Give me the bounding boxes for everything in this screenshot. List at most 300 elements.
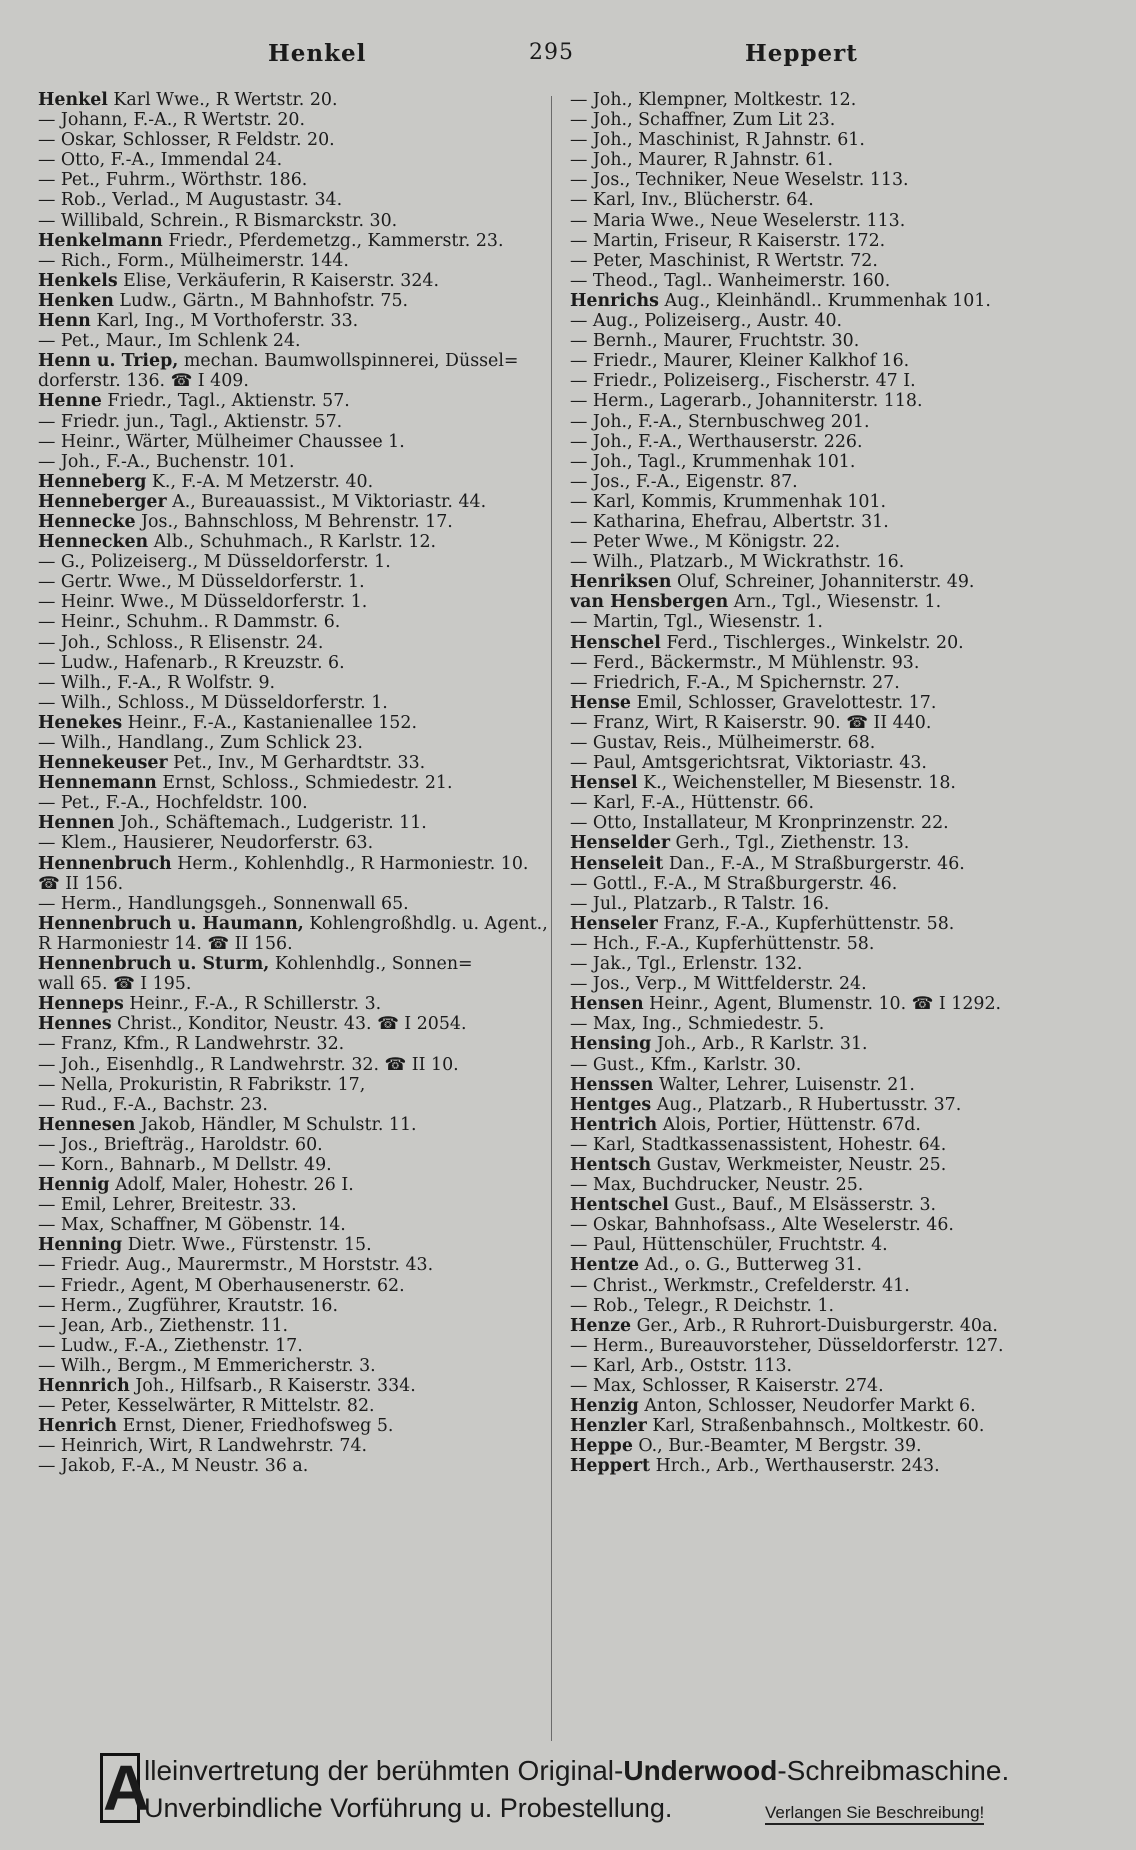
directory-entry bbox=[38, 532, 558, 552]
entry-details: Ger., Arb., R Ruhrort-Duisburgerstr. 40a. bbox=[631, 1315, 998, 1336]
directory-entry bbox=[38, 512, 558, 532]
directory-entry bbox=[38, 1135, 558, 1155]
entry-details: Heinr., F.-A., Kastanienallee 152. bbox=[122, 712, 417, 733]
directory-entry bbox=[38, 572, 558, 592]
ad-line-2: Unverbindliche Vorführung u. Probestellung. bbox=[144, 1793, 673, 1823]
directory-entry bbox=[570, 331, 1110, 351]
entry-details: — Friedr., Polizeiserg., Fischerstr. 47 I. bbox=[570, 371, 916, 392]
entry-details: O., Bur.-Beamter, M Bergstr. 39. bbox=[632, 1436, 922, 1457]
header-right-keyword: Heppert bbox=[745, 40, 858, 67]
column-divider bbox=[551, 96, 552, 1741]
directory-entry bbox=[38, 211, 558, 231]
entry-details: — Nella, Prokuristin, R Fabrikstr. 17, bbox=[38, 1074, 366, 1095]
entry-surname: Hennig bbox=[38, 1175, 110, 1196]
entry-details: — Heinrich, Wirt, R Landwehrstr. 74. bbox=[38, 1436, 368, 1457]
entry-details: Karl, Ing., M Vorthoferstr. 33. bbox=[90, 311, 359, 332]
directory-entry bbox=[570, 351, 1110, 371]
entry-details: — Herm., Zugführer, Krautstr. 16. bbox=[38, 1295, 338, 1316]
directory-entry bbox=[38, 653, 558, 673]
entry-details: Jakob, Händler, M Schulstr. 11. bbox=[135, 1114, 417, 1135]
entry-surname: Hentrich bbox=[570, 1114, 658, 1135]
entry-surname: Henseler bbox=[570, 913, 658, 934]
ad-line-3: Verlangen Sie Beschreibung! bbox=[765, 1803, 984, 1825]
directory-entry bbox=[38, 331, 558, 351]
entry-details: — Johann, F.-A., R Wertstr. 20. bbox=[38, 110, 305, 131]
entry-surname: Henneberg bbox=[38, 471, 147, 492]
entry-details: — Max, Schaffner, M Göbenstr. 14. bbox=[38, 1215, 346, 1236]
entry-surname: Heppert bbox=[570, 1456, 651, 1477]
entry-details: — Oskar, Bahnhofsass., Alte Weselerstr. 46. bbox=[570, 1215, 954, 1236]
directory-entry bbox=[570, 854, 1110, 874]
directory-entry bbox=[570, 1456, 1110, 1476]
directory-entry bbox=[38, 110, 558, 130]
entry-surname: Hennecke bbox=[38, 511, 136, 532]
entry-surname: Henn bbox=[38, 311, 91, 332]
entry-surname: Henrichs bbox=[570, 290, 659, 311]
directory-entry bbox=[570, 1195, 1110, 1215]
ad-line-1-a: lleinvertretung der berühmten Original- bbox=[144, 1755, 624, 1786]
entry-details: — Friedr., Agent, M Oberhausenerstr. 62. bbox=[38, 1275, 405, 1296]
directory-entry bbox=[570, 592, 1110, 612]
entry-surname: Henkel bbox=[38, 90, 108, 110]
directory-entry bbox=[38, 673, 558, 693]
entry-details: — Wilh., F.-A., R Wolfstr. 9. bbox=[38, 672, 276, 693]
entry-details: — Wilh., Handlang., Zum Schlick 23. bbox=[38, 733, 363, 753]
directory-entry bbox=[570, 1055, 1110, 1075]
entry-details: — Joh., F.-A., Buchenstr. 101. bbox=[38, 451, 295, 472]
directory-entry bbox=[570, 753, 1110, 773]
directory-entry bbox=[570, 291, 1110, 311]
entry-surname: Hennemann bbox=[38, 773, 157, 794]
directory-entry bbox=[38, 1276, 558, 1296]
entry-details: — Karl, Kommis, Krummenhak 101. bbox=[570, 491, 887, 512]
directory-entry bbox=[38, 1456, 558, 1476]
entry-details: — Willibald, Schrein., R Bismarckstr. 30. bbox=[38, 210, 398, 231]
entry-surname: Henkels bbox=[38, 270, 118, 291]
entry-details: — Peter, Maschinist, R Wertstr. 72. bbox=[570, 250, 878, 271]
entry-details: — Hch., F.-A., Kupferhüttenstr. 58. bbox=[570, 933, 875, 954]
directory-entry bbox=[570, 231, 1110, 251]
directory-entry bbox=[38, 1416, 558, 1436]
entry-details: — Aug., Polizeiserg., Austr. 40. bbox=[570, 311, 843, 332]
entry-details: — Franz, Kfm., R Landwehrstr. 32. bbox=[38, 1034, 345, 1055]
directory-entry bbox=[38, 391, 558, 411]
directory-entry bbox=[570, 1095, 1110, 1115]
directory-entry bbox=[38, 592, 558, 612]
directory-entry bbox=[38, 1155, 558, 1175]
directory-entry bbox=[570, 271, 1110, 291]
entry-surname: Hennecken bbox=[38, 532, 149, 553]
entry-details: — Friedr., Maurer, Kleiner Kalkhof 16. bbox=[570, 351, 910, 372]
directory-entry bbox=[38, 1055, 558, 1075]
entry-surname: Henne bbox=[38, 391, 102, 412]
directory-entry bbox=[38, 251, 558, 271]
entry-details: — Wilh., Bergm., M Emmericherstr. 3. bbox=[38, 1355, 376, 1376]
directory-entry bbox=[570, 874, 1110, 894]
entry-details: — Jak., Tgl., Erlenstr. 132. bbox=[570, 954, 803, 975]
entry-details: K., Weichensteller, M Biesenstr. 18. bbox=[637, 773, 956, 794]
directory-entry bbox=[38, 994, 558, 1014]
entry-details: — Katharina, Ehefrau, Albertstr. 31. bbox=[570, 511, 889, 532]
directory-entry bbox=[38, 1356, 558, 1376]
entry-details: — Peter Wwe., M Königstr. 22. bbox=[570, 532, 841, 553]
directory-entry bbox=[570, 633, 1110, 653]
directory-entry bbox=[38, 833, 558, 853]
directory-entry bbox=[570, 391, 1110, 411]
entry-surname: Hennekeuser bbox=[38, 753, 168, 774]
directory-entry bbox=[570, 1376, 1110, 1396]
entry-details: — Ludw., Hafenarb., R Kreuzstr. 6. bbox=[38, 652, 345, 673]
directory-entry bbox=[570, 1296, 1110, 1316]
entry-details: — Ferd., Bäckermstr., M Mühlenstr. 93. bbox=[570, 652, 920, 673]
directory-entry bbox=[38, 311, 558, 331]
entry-details: K., F.-A. M Metzerstr. 40. bbox=[146, 471, 374, 492]
entry-details: R Harmoniestr 14. ☎ II 156. bbox=[38, 933, 293, 954]
directory-entry bbox=[570, 1135, 1110, 1155]
directory-entry bbox=[38, 1436, 558, 1456]
entry-details: Christ., Konditor, Neustr. 43. ☎ I 2054. bbox=[111, 1014, 467, 1035]
ad-line-1-c: -Schreibmaschine. bbox=[777, 1755, 1010, 1786]
entry-details: — Joh., Eisenhdlg., R Landwehrstr. 32. ☎ II 10. bbox=[38, 1054, 459, 1075]
entry-surname: Hense bbox=[570, 692, 631, 713]
entry-surname: Hentze bbox=[570, 1255, 640, 1276]
entry-details: Ernst, Diener, Friedhofsweg 5. bbox=[117, 1416, 394, 1437]
entry-surname: Henselder bbox=[570, 833, 670, 854]
directory-entry bbox=[570, 552, 1110, 572]
directory-entry bbox=[38, 954, 558, 974]
entry-details: — G., Polizeiserg., M Düsseldorferstr. 1. bbox=[38, 552, 391, 573]
entry-details: mechan. Baumwollspinnerei, Düssel= bbox=[178, 351, 519, 372]
directory-entry bbox=[570, 170, 1110, 190]
entry-details: — Max, Schlosser, R Kaiserstr. 274. bbox=[570, 1376, 884, 1396]
entry-details: — Friedr. Aug., Maurermstr., M Horststr. 43. bbox=[38, 1255, 434, 1276]
entry-details: — Korn., Bahnarb., M Dellstr. 49. bbox=[38, 1154, 332, 1175]
entry-surname: Henrich bbox=[38, 1416, 118, 1437]
entry-surname: Henn u. Triep, bbox=[38, 351, 179, 372]
entry-surname: Heppe bbox=[570, 1436, 633, 1457]
directory-entry bbox=[570, 793, 1110, 813]
right-column bbox=[570, 90, 1110, 1476]
entry-details: — Joh., Schaffner, Zum Lit 23. bbox=[570, 110, 836, 131]
entry-details: — Maria Wwe., Neue Weselerstr. 113. bbox=[570, 210, 906, 231]
directory-entry bbox=[38, 633, 558, 653]
entry-details: Friedr., Pferdemetzg., Kammerstr. 23. bbox=[162, 230, 504, 251]
entry-surname: Henssen bbox=[570, 1074, 654, 1095]
entry-details: wall 65. ☎ I 195. bbox=[38, 974, 192, 995]
entry-details: Elise, Verkäuferin, R Kaiserstr. 324. bbox=[117, 270, 439, 291]
directory-entry bbox=[38, 793, 558, 813]
advertisement-footer bbox=[100, 1751, 1060, 1845]
directory-entry bbox=[38, 231, 558, 251]
entry-details: — Oskar, Schlosser, R Feldstr. 20. bbox=[38, 130, 335, 151]
entry-details: Emil, Schlosser, Gravelottestr. 17. bbox=[631, 692, 937, 713]
entry-details: — Pet., Fuhrm., Wörthstr. 186. bbox=[38, 170, 308, 191]
entry-details: — Wilh., Platzarb., M Wickrathstr. 16. bbox=[570, 552, 905, 573]
entry-details: — Jean, Arb., Ziethenstr. 11. bbox=[38, 1315, 289, 1336]
entry-details: — Ludw., F.-A., Ziethenstr. 17. bbox=[38, 1335, 303, 1356]
directory-entry bbox=[570, 914, 1110, 934]
directory-entry bbox=[570, 130, 1110, 150]
entry-details: — Rob., Verlad., M Augustastr. 34. bbox=[38, 190, 343, 211]
directory-entry bbox=[570, 713, 1110, 733]
entry-details: — Rud., F.-A., Bachstr. 23. bbox=[38, 1094, 268, 1115]
directory-entry bbox=[570, 512, 1110, 532]
directory-entry bbox=[570, 1276, 1110, 1296]
entry-details: dorferstr. 136. ☎ I 409. bbox=[38, 371, 249, 392]
directory-entry bbox=[570, 150, 1110, 170]
entry-details: — Joh., Maurer, R Jahnstr. 61. bbox=[570, 150, 833, 171]
directory-entry bbox=[38, 1336, 558, 1356]
directory-entry bbox=[570, 1356, 1110, 1376]
entry-details: Jos., Bahnschloss, M Behrenstr. 17. bbox=[135, 511, 453, 532]
entry-surname: Henzler bbox=[570, 1416, 647, 1437]
entry-details: — Joh., Tagl., Krummenhak 101. bbox=[570, 451, 856, 472]
entry-details: — Jakob, F.-A., M Neustr. 36 a. bbox=[38, 1456, 309, 1477]
entry-surname: Henneps bbox=[38, 994, 124, 1015]
directory-entry bbox=[38, 492, 558, 512]
entry-details: — Joh., F.-A., Werthauserstr. 226. bbox=[570, 431, 863, 452]
entry-surname: Henning bbox=[38, 1235, 123, 1256]
entry-details: Gust., Bauf., M Elsässerstr. 3. bbox=[668, 1195, 937, 1216]
directory-entry bbox=[570, 1255, 1110, 1275]
entry-details: — Pet., Maur., Im Schlenk 24. bbox=[38, 331, 301, 352]
directory-entry bbox=[570, 773, 1110, 793]
entry-details: Herm., Kohlenhdlg., R Harmoniestr. 10. bbox=[171, 853, 529, 874]
directory-entry bbox=[38, 1235, 558, 1255]
entry-details: — Karl, Arb., Oststr. 113. bbox=[570, 1355, 793, 1376]
entry-surname: Henseleit bbox=[570, 853, 664, 874]
directory-entry bbox=[38, 1396, 558, 1416]
entry-details: — Jos., Verp., M Wittfelderstr. 24. bbox=[570, 974, 867, 995]
directory-entry bbox=[570, 110, 1110, 130]
directory-entry bbox=[38, 974, 558, 994]
entry-details: — Rich., Form., Mülheimerstr. 144. bbox=[38, 250, 349, 271]
directory-entry bbox=[38, 1215, 558, 1235]
directory-entry bbox=[570, 211, 1110, 231]
entry-details: — Max, Ing., Schmiedestr. 5. bbox=[570, 1014, 825, 1035]
directory-entry bbox=[38, 894, 558, 914]
directory-entry bbox=[38, 612, 558, 632]
entry-details: Alois, Portier, Hüttenstr. 67d. bbox=[657, 1114, 921, 1135]
entry-details: — Max, Buchdrucker, Neustr. 25. bbox=[570, 1175, 864, 1196]
entry-details: Karl, Straßenbahnsch., Moltkestr. 60. bbox=[646, 1416, 985, 1437]
entry-surname: Hennenbruch u. Sturm, bbox=[38, 954, 270, 975]
directory-entry bbox=[570, 452, 1110, 472]
directory-entry bbox=[570, 974, 1110, 994]
left-column bbox=[38, 90, 558, 1476]
entry-details: — Joh., Schloss., R Elisenstr. 24. bbox=[38, 632, 324, 653]
entry-details: — Joh., F.-A., Sternbuschweg 201. bbox=[570, 411, 870, 432]
entry-details: Franz, F.-A., Kupferhüttenstr. 58. bbox=[657, 913, 955, 934]
entry-details: — Emil, Lehrer, Breitestr. 33. bbox=[38, 1195, 297, 1216]
directory-entry bbox=[38, 874, 558, 894]
directory-entry bbox=[38, 472, 558, 492]
entry-details: — Paul, Hüttenschüler, Fruchtstr. 4. bbox=[570, 1235, 888, 1256]
entry-details: Dietr. Wwe., Fürstenstr. 15. bbox=[122, 1235, 372, 1256]
entry-details: — Gustav, Reis., Mülheimerstr. 68. bbox=[570, 733, 876, 753]
directory-entry bbox=[570, 472, 1110, 492]
directory-entry bbox=[570, 994, 1110, 1014]
directory-entry bbox=[570, 90, 1110, 110]
entry-details: Gerh., Tgl., Ziethenstr. 13. bbox=[670, 833, 910, 854]
entry-surname: Henze bbox=[570, 1315, 632, 1336]
directory-entry bbox=[570, 572, 1110, 592]
directory-entry bbox=[38, 291, 558, 311]
directory-entry bbox=[38, 1296, 558, 1316]
directory-entry bbox=[38, 1175, 558, 1195]
directory-entry bbox=[570, 693, 1110, 713]
entry-details: Adolf, Maler, Hohestr. 26 I. bbox=[109, 1175, 354, 1196]
directory-entry bbox=[38, 351, 558, 371]
entry-surname: Hensel bbox=[570, 773, 638, 794]
entry-surname: Henriksen bbox=[570, 572, 672, 593]
entry-details: — Theod., Tagl.. Wanheimerstr. 160. bbox=[570, 270, 891, 291]
directory-entry bbox=[570, 371, 1110, 391]
entry-details: — Rob., Telegr., R Deichstr. 1. bbox=[570, 1295, 835, 1316]
directory-entry bbox=[570, 492, 1110, 512]
entry-surname: Henneberger bbox=[38, 491, 167, 512]
entry-details: Arn., Tgl., Wiesenstr. 1. bbox=[728, 592, 942, 613]
directory-entry bbox=[570, 1416, 1110, 1436]
directory-entry bbox=[38, 1376, 558, 1396]
entry-surname: Henekes bbox=[38, 712, 123, 733]
entry-details: — Herm., Lagerarb., Johanniterstr. 118. bbox=[570, 391, 923, 412]
entry-surname: Hennes bbox=[38, 1014, 112, 1035]
entry-details: Karl Wwe., R Wertstr. 20. bbox=[107, 90, 338, 110]
entry-details: — Friedr. jun., Tagl., Aktienstr. 57. bbox=[38, 411, 343, 432]
entry-details: Alb., Schuhmach., R Karlstr. 12. bbox=[148, 532, 437, 553]
directory-entry bbox=[570, 813, 1110, 833]
entry-surname: Henschel bbox=[570, 632, 661, 653]
entry-details: — Klem., Hausierer, Neudorferstr. 63. bbox=[38, 833, 374, 854]
entry-details: Ferd., Tischlerges., Winkelstr. 20. bbox=[660, 632, 964, 653]
entry-details: — Otto, Installateur, M Kronprinzenstr. 22. bbox=[570, 813, 949, 834]
entry-details: — Gottl., F.-A., M Straßburgerstr. 46. bbox=[570, 873, 898, 894]
entry-surname: Henken bbox=[38, 290, 114, 311]
directory-entry bbox=[38, 552, 558, 572]
directory-entry bbox=[570, 612, 1110, 632]
directory-entry bbox=[38, 813, 558, 833]
entry-details: — Friedrich, F.-A., M Spichernstr. 27. bbox=[570, 672, 900, 693]
directory-entry bbox=[570, 1396, 1110, 1416]
entry-surname: Hentschel bbox=[570, 1195, 669, 1216]
entry-details: Dan., F.-A., M Straßburgerstr. 46. bbox=[663, 853, 965, 874]
directory-entry bbox=[38, 1316, 558, 1336]
entry-surname: Hensen bbox=[570, 994, 644, 1015]
directory-entry bbox=[38, 773, 558, 793]
entry-details: Walter, Lehrer, Luisenstr. 21. bbox=[653, 1074, 915, 1095]
directory-entry bbox=[570, 1014, 1110, 1034]
directory-entry bbox=[570, 733, 1110, 753]
directory-entry bbox=[38, 90, 558, 110]
entry-surname: Hennen bbox=[38, 813, 115, 834]
directory-entry bbox=[570, 1155, 1110, 1175]
entry-details: Friedr., Tagl., Aktienstr. 57. bbox=[101, 391, 350, 412]
directory-entry bbox=[570, 1436, 1110, 1456]
directory-entry bbox=[38, 914, 558, 934]
entry-details: — Otto, F.-A., Immendal 24. bbox=[38, 150, 283, 171]
entry-details: — Paul, Amtsgerichtsrat, Viktoriastr. 43. bbox=[570, 753, 927, 774]
ad-line-1 bbox=[144, 1755, 1009, 1787]
entry-surname: Hentges bbox=[570, 1094, 652, 1115]
entry-details: ☎ II 156. bbox=[38, 873, 124, 894]
entry-details: Joh., Schäftemach., Ludgeristr. 11. bbox=[114, 813, 427, 834]
directory-entry bbox=[38, 371, 558, 391]
directory-entry bbox=[38, 432, 558, 452]
directory-entry bbox=[38, 1195, 558, 1215]
entry-details: — Jos., Briefträg., Haroldstr. 60. bbox=[38, 1134, 323, 1155]
entry-details: — Martin, Tgl., Wiesenstr. 1. bbox=[570, 612, 823, 633]
entry-surname: Henzig bbox=[570, 1396, 639, 1417]
directory-entry bbox=[570, 1215, 1110, 1235]
entry-details: — Herm., Bureauvorsteher, Düsseldorferstr. 127. bbox=[570, 1335, 1004, 1356]
entry-details: Ludw., Gärtn., M Bahnhofstr. 75. bbox=[113, 290, 409, 311]
entry-details: — Gertr. Wwe., M Düsseldorferstr. 1. bbox=[38, 572, 365, 593]
directory-entry bbox=[38, 130, 558, 150]
directory-entry bbox=[38, 190, 558, 210]
entry-details: — Jos., F.-A., Eigenstr. 87. bbox=[570, 471, 798, 492]
entry-details: Joh., Arb., R Karlstr. 31. bbox=[651, 1034, 868, 1055]
directory-entry bbox=[38, 733, 558, 753]
directory-entry bbox=[38, 412, 558, 432]
directory-entry bbox=[570, 251, 1110, 271]
entry-details: Ernst, Schloss., Schmiedestr. 21. bbox=[156, 773, 453, 794]
entry-details: — Wilh., Schloss., M Düsseldorferstr. 1. bbox=[38, 692, 388, 713]
directory-entry bbox=[570, 311, 1110, 331]
ad-brand: Underwood bbox=[623, 1755, 778, 1786]
directory-entry bbox=[38, 1014, 558, 1034]
entry-details: Joh., Hilfsarb., R Kaiserstr. 334. bbox=[129, 1376, 416, 1396]
entry-details: — Heinr. Wwe., M Düsseldorferstr. 1. bbox=[38, 592, 368, 613]
directory-entry bbox=[38, 1034, 558, 1054]
entry-details: — Karl, Stadtkassenassistent, Hohestr. 64. bbox=[570, 1134, 947, 1155]
entry-details: Oluf, Schreiner, Johanniterstr. 49. bbox=[671, 572, 975, 593]
entry-surname: Hennesen bbox=[38, 1114, 136, 1135]
directory-entry bbox=[570, 833, 1110, 853]
directory-entry bbox=[570, 673, 1110, 693]
entry-details: — Martin, Friseur, R Kaiserstr. 172. bbox=[570, 230, 886, 251]
directory-entry bbox=[570, 894, 1110, 914]
entry-details: — Joh., Klempner, Moltkestr. 12. bbox=[570, 90, 857, 110]
directory-entry bbox=[570, 653, 1110, 673]
directory-entry bbox=[38, 713, 558, 733]
directory-entry bbox=[38, 1255, 558, 1275]
directory-entry bbox=[570, 532, 1110, 552]
entry-details: Kohlenhdlg., Sonnen= bbox=[269, 954, 473, 975]
entry-details: Heinr., Agent, Blumenstr. 10. ☎ I 1292. bbox=[643, 994, 1002, 1015]
directory-entry bbox=[570, 1175, 1110, 1195]
entry-details: Pet., Inv., M Gerhardtstr. 33. bbox=[167, 753, 426, 774]
directory-entry bbox=[38, 271, 558, 291]
page-number: 295 bbox=[529, 40, 574, 65]
entry-details: Gustav, Werkmeister, Neustr. 25. bbox=[651, 1154, 947, 1175]
entry-details: A., Bureauassist., M Viktoriastr. 44. bbox=[166, 491, 487, 512]
directory-entry bbox=[38, 1115, 558, 1135]
directory-entry bbox=[570, 954, 1110, 974]
entry-surname: Hennenbruch bbox=[38, 853, 172, 874]
entry-details: — Heinr., Schuhm.. R Dammstr. 6. bbox=[38, 612, 341, 633]
directory-entry bbox=[570, 1075, 1110, 1095]
directory-entry bbox=[570, 934, 1110, 954]
directory-entry bbox=[38, 1075, 558, 1095]
entry-details: — Jul., Platzarb., R Talstr. 16. bbox=[570, 893, 830, 914]
directory-entry bbox=[38, 934, 558, 954]
entry-details: — Franz, Wirt, R Kaiserstr. 90. ☎ II 440. bbox=[570, 712, 932, 733]
directory-entry bbox=[570, 1316, 1110, 1336]
ad-initial-letter: A bbox=[100, 1753, 140, 1823]
entry-surname: van Hensbergen bbox=[570, 592, 729, 613]
entry-details: Anton, Schlosser, Neudorfer Markt 6. bbox=[638, 1396, 976, 1417]
